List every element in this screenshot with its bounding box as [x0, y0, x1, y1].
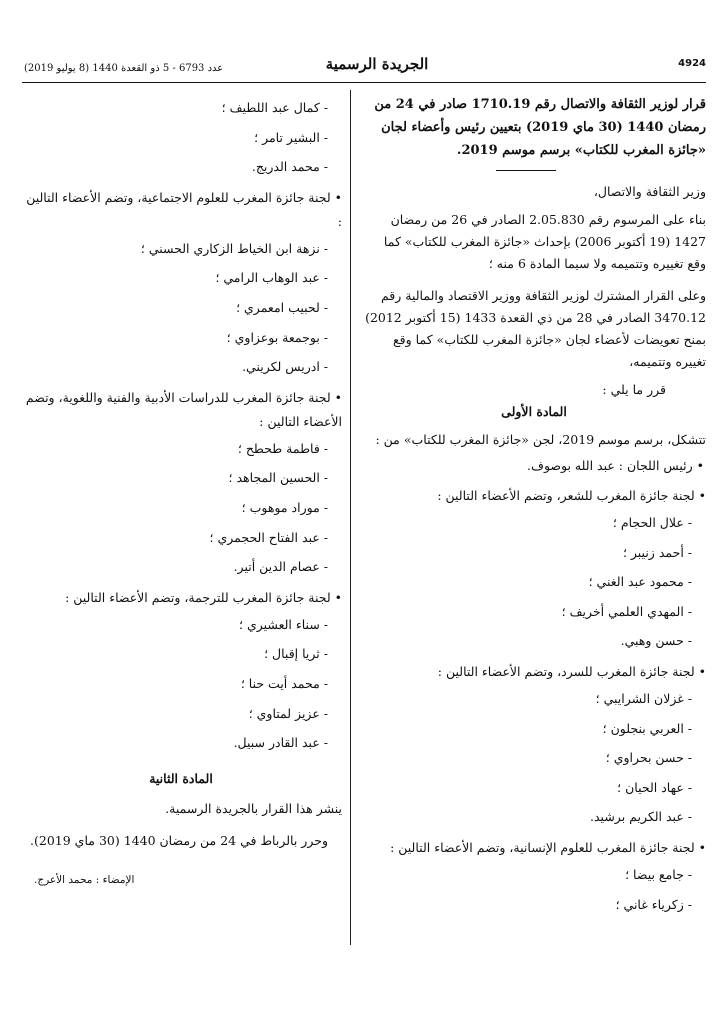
committee-member: - عهاد الحيان ؛ — [617, 779, 692, 795]
committee-member: - عصام الدين أتير. — [233, 559, 328, 575]
preamble-2: وعلى القرار المشترك لوزير الثقافة ووزير الاقتصاد والمالية رقم 3470.12 الصادر في 28 من ذي القعدة 1433 (15 أكتوبر 2012) بمنح تعويضات لأعضاء لجان «جائزة المغرب للكتاب» كما وقع تغييره وتتميمه، — [365, 288, 706, 369]
issue-info: عدد 6793 - 5 ذو القعدة 1440 (8 يوليو 2019) — [24, 63, 224, 74]
committee-member: - بوجمعة بوعزاوي ؛ — [226, 329, 328, 345]
committee-label: • لجنة جائزة المغرب للعلوم الإنسانية، وتضم الأعضاء التالين : — [390, 839, 706, 855]
committee-member: - عبد الكريم برشيد. — [590, 809, 692, 825]
right-column — [362, 93, 706, 919]
committee-member: - ادريس لكريني. — [242, 359, 328, 375]
committee-member: - فاطمة طحطح ؛ — [237, 440, 328, 456]
right-committee-list — [362, 484, 706, 919]
committee-member: - حسن بحراوي ؛ — [605, 750, 692, 766]
committee-member: - عبد الفتاح الحجمري ؛ — [209, 529, 328, 545]
committee-member: - عزيز لمتاوي ؛ — [248, 705, 328, 721]
committee-member: - محمد أيت حنا ؛ — [240, 675, 328, 691]
committee-label: • لجنة جائزة المغرب للسرد، وتضم الأعضاء التالين : — [437, 663, 706, 679]
committee-member: - عبد القادر سبيل. — [233, 735, 328, 751]
left-column — [20, 93, 342, 890]
committees-president: • رئيس اللجان : عبد الله بوصوف. — [527, 458, 704, 473]
committee-label: • لجنة جائزة المغرب للدراسات الأدبية والفنية واللغوية، وتضم الأعضاء التالين : — [25, 389, 342, 429]
committee-member: - حسن وهبي. — [620, 633, 692, 649]
decree-title: قرار لوزير الثقافة والاتصال رقم 1710.19 صادر في 24 من رمضان 1440 (30 ماي 2019) بتعيين رئيس وأعضاء لجان «جائزة المغرب للكتاب» برسم موسم 2019. — [374, 97, 706, 158]
column-divider — [350, 90, 351, 945]
committee-member: - المهدي العلمي أخريف ؛ — [561, 603, 692, 619]
committee-member: - البشير تامر ؛ — [254, 129, 328, 145]
page-number: 4924 — [678, 58, 706, 69]
committee-member: - كمال عبد اللطيف ؛ — [221, 100, 328, 115]
committee-member: - علال الحجام ؛ — [612, 515, 692, 530]
committee-member: - العربي بنجلون ؛ — [602, 720, 692, 736]
committee-member: - جامع بيضا ؛ — [625, 866, 692, 882]
committee-member: - سناء العشيري ؛ — [239, 616, 328, 632]
committee-label: • لجنة جائزة المغرب للشعر، وتضم الأعضاء التالين : — [437, 488, 706, 503]
page-header — [22, 55, 706, 85]
article-2-text: ينشر هذا القرار بالجريدة الرسمية. — [165, 800, 342, 816]
preamble-1: بناء على المرسوم رقم 2.05.830 الصادر في 26 من رمضان 1427 (19 أكتوبر 2006) بإحداث «جائزة المغرب للكتاب» كما وقع تغييره وتتميمه ولا سيما المادة 6 منه ؛ — [383, 212, 706, 271]
committee-member: - موراد موهوب ؛ — [241, 499, 328, 515]
committee-member: - محمد الدريج. — [251, 159, 328, 175]
decided-line: قرر ما يلي : — [602, 382, 666, 397]
committee-label: • لجنة جائزة المغرب للترجمة، وتضم الأعضاء التالين : — [65, 589, 342, 605]
minister-line: وزير الثقافة والاتصال، — [593, 184, 706, 199]
journal-title: الجريدة الرسمية — [325, 55, 429, 73]
committee-member: - الحسين المجاهد ؛ — [228, 470, 328, 486]
continued-member-list — [20, 93, 342, 182]
article-1-intro: تتشكل، برسم موسم 2019، لجن «جائزة المغرب للكتاب» من : — [375, 432, 706, 447]
article-1-heading: المادة الأولى — [501, 404, 567, 419]
header-rule — [22, 82, 706, 83]
closing-line: وحرر بالرباط في 24 من رمضان 1440 (30 ماي 2019). — [30, 832, 328, 848]
committee-member: - لحبيب امعمري ؛ — [236, 299, 328, 315]
committee-member: - زكرياء غاني ؛ — [615, 896, 692, 912]
committee-member: - نزهة ابن الخياط الزكاري الحسني ؛ — [140, 240, 328, 256]
committee-member: - أحمد زنيبر ؛ — [622, 544, 692, 560]
title-rule — [496, 170, 556, 171]
left-committee-list — [20, 186, 342, 758]
article-2-heading: المادة الثانية — [149, 770, 213, 786]
committee-member: - محمود عبد الغني ؛ — [588, 574, 692, 590]
signature: الإمضاء : محمد الأعرج. — [34, 873, 135, 886]
committee-member: - ثريا إقبال ؛ — [264, 646, 328, 662]
committee-member: - عبد الوهاب الرامي ؛ — [215, 270, 328, 286]
committee-member: - غزلان الشرايبي ؛ — [595, 690, 692, 706]
committee-label: • لجنة جائزة المغرب للعلوم الاجتماعية، وتضم الأعضاء التالين : — [26, 189, 342, 229]
